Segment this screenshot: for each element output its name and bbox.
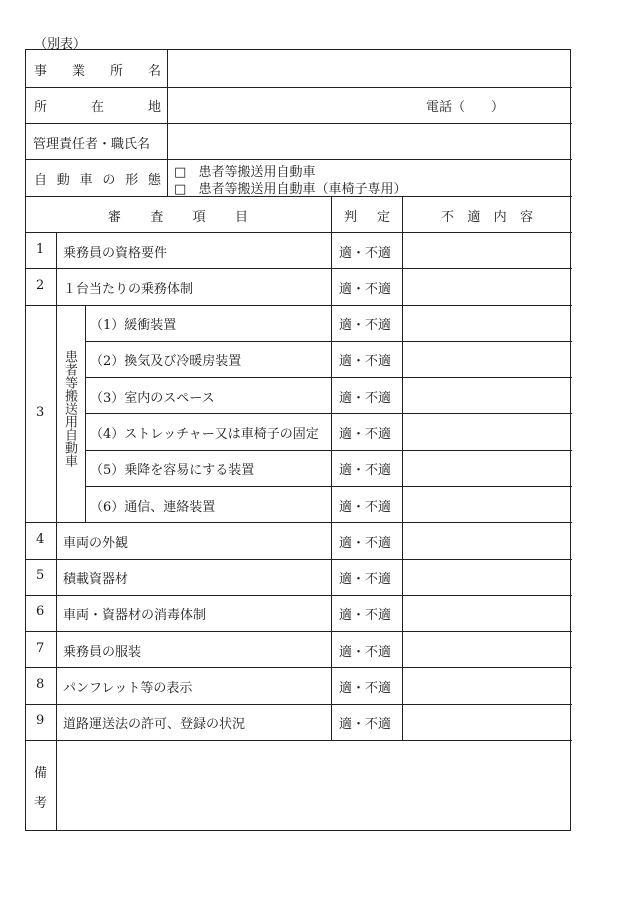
subitem-label: （3）室内のスペース (90, 391, 215, 406)
row-number: 3 (36, 405, 45, 420)
subitem-label: （2）換気及び冷暖房装置 (90, 354, 242, 369)
remarks-label-char: 備 (34, 766, 48, 781)
judgement-option[interactable]: 適・不適 (339, 282, 392, 297)
judgement-option[interactable]: 適・不適 (339, 427, 392, 442)
row-label: １台当たりの乗務体制 (63, 282, 194, 297)
judgement-option[interactable]: 適・不適 (339, 717, 392, 732)
vehicle-option-label: 患者等搬送用自動車 (198, 165, 316, 180)
judgement-option[interactable]: 適・不適 (339, 463, 392, 478)
inspection-form (25, 49, 571, 831)
remarks-label-char: 考 (34, 796, 48, 811)
row-number: 8 (36, 677, 45, 692)
judgement-option[interactable]: 適・不適 (339, 318, 392, 333)
row-label: 積載資器材 (63, 572, 129, 587)
judgement-option[interactable]: 適・不適 (339, 354, 392, 369)
judgement-option[interactable]: 適・不適 (339, 391, 392, 406)
judgement-option[interactable]: 適・不適 (339, 608, 392, 623)
row-label: 乗務員の服装 (63, 645, 142, 660)
row-number: 5 (36, 568, 45, 583)
judgement-option[interactable]: 適・不適 (339, 536, 392, 551)
column-header-judgement: 判 定 (344, 210, 390, 225)
column-header-defect: 不 適 内 容 (441, 210, 533, 225)
judgement-option[interactable]: 適・不適 (339, 572, 392, 587)
row-label: 車両の外観 (63, 536, 129, 551)
annex-label: （別表） (34, 37, 87, 52)
row-label: パンフレット等の表示 (63, 681, 193, 696)
row-number: 4 (36, 532, 45, 547)
row-number: 7 (36, 641, 45, 656)
row-label: 車両・資器材の消毒体制 (63, 608, 207, 623)
judgement-option[interactable]: 適・不適 (339, 645, 392, 660)
vehicle-form-label: 自 動 車 の 形 態 (34, 173, 161, 188)
vehicle-option-wheelchair[interactable] (174, 178, 406, 197)
row-number: 9 (36, 713, 45, 728)
vehicle-option-label: 患者等搬送用自動車（車椅子専用） (198, 182, 407, 197)
subitem-label: （5）乗降を容易にする装置 (90, 463, 255, 478)
judgement-option[interactable]: 適・不適 (339, 246, 392, 261)
group-label-vehicle: 患者等搬送用自動車 (62, 350, 77, 467)
subitem-label: （1）緩衝装置 (90, 318, 177, 333)
judgement-option[interactable]: 適・不適 (339, 681, 392, 696)
subitem-label: （4）ストレッチャー又は車椅子の固定 (90, 427, 319, 442)
checkbox-icon[interactable]: □ (174, 182, 187, 197)
location-label: 所 在 地 (34, 100, 161, 115)
row-number: 6 (36, 604, 45, 619)
office-name-label: 事 業 所 名 (34, 64, 161, 79)
phone-label: 電話（ ） (426, 100, 505, 115)
subitem-label: （6）通信、連絡装置 (90, 500, 216, 515)
judgement-option[interactable]: 適・不適 (339, 500, 392, 515)
checkbox-icon[interactable]: □ (174, 165, 187, 180)
row-number: 1 (36, 242, 45, 257)
manager-label: 管理責任者・職氏名 (33, 137, 151, 152)
row-label: 乗務員の資格要件 (63, 246, 168, 261)
row-label: 道路運送法の許可、登録の状況 (63, 717, 246, 732)
column-header-item: 審 査 項 目 (108, 210, 248, 225)
row-number: 2 (36, 278, 45, 293)
